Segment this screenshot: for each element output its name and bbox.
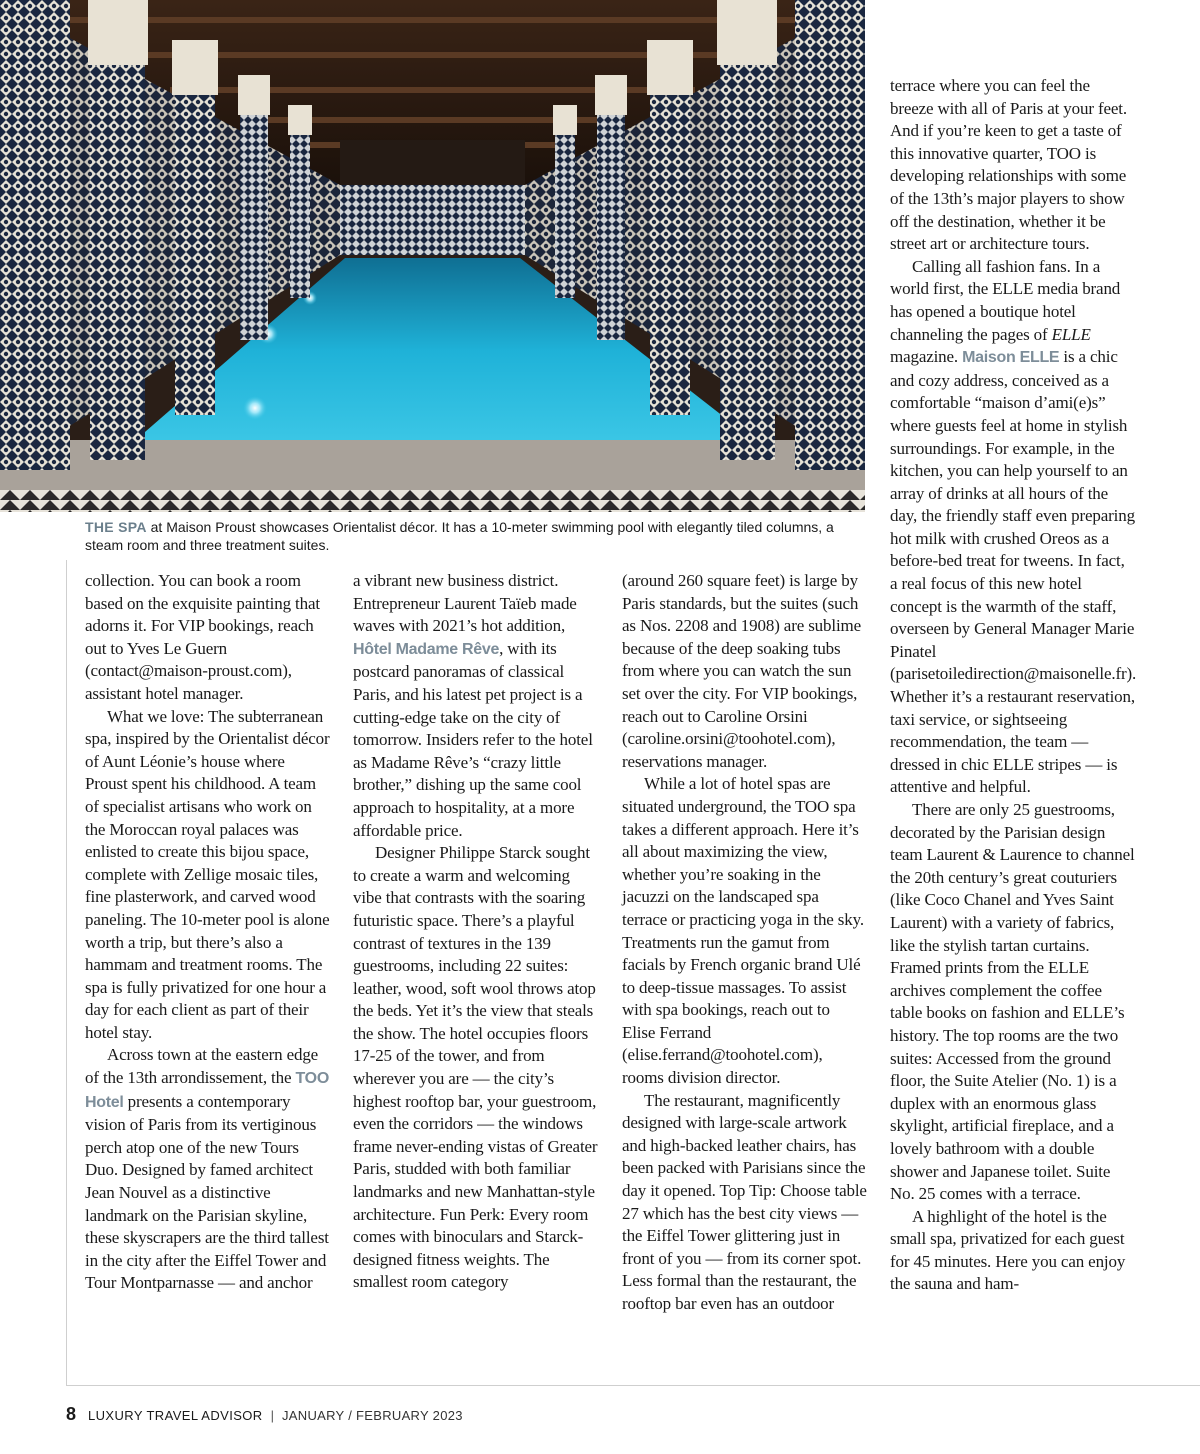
spa-pool-illustration (0, 0, 865, 512)
magazine-name: LUXURY TRAVEL ADVISOR (88, 1408, 263, 1423)
paragraph (85, 1044, 330, 1295)
paragraph: There are only 25 guestrooms, decorated by the Parisian design team Laurent & Laurence to channel the 20th century’s great couturiers (like Coco Chanel and Yves Saint Laurent) with a variety of fabrics, like the stylish tartan curtains. Framed prints from the ELLE archives complement the coffee table books on fashion and ELLE’s history. The top rooms are the two suites: Accessed from the ground floor, the Suite Atelier (No. 1) is a duplex with an enormous glass skylight, artificial fireplace, and a lovely bathroom with a double shower and Japanese toilet. Suite No. 25 comes with a terrace. (890, 800, 1135, 1204)
paragraph: collection. You can book a room based on the exquisite painting that adorns it. For VIP bookings, reach out to Yves Le Guern (contact@maison-proust.com), assistant hotel manager. (85, 571, 320, 703)
left-margin-rule (66, 560, 67, 1385)
paragraph: Designer Philippe Starck sought to create a warm and welcoming vibe that contrasts with the soaring futuristic space. There’s a playful contrast of textures in the 139 guestrooms, including 22 suites: leather, wood, soft wool throws atop the beds. Yet it’s the view that steals the show. The hotel occupies floors 17-25 of the tower, and from wherever you are — the city’s highest rooftop bar, your guestroom, even the corridors — the windows frame never-ending vistas of Greater Paris, studded with both familiar landmarks and new Manhattan-style architecture. Fun Perk: Every room comes with binoculars and Starck-designed fitness weights. The smallest room category (353, 843, 598, 1292)
footer-separator: | (270, 1408, 274, 1423)
paragraph-text: presents a contemporary vision of Paris from its vertiginous perch atop one of the new Tours Duo. Designed by famed architect Jean Nouvel as a distinctive landmark on the Parisian skyline, these skyscrapers are the third tallest in the city after the Eiffel Tower and Tour Montparnasse — and anchor (85, 1091, 329, 1293)
caption-lead: THE SPA (85, 519, 147, 535)
paragraph-text: , with its postcard panoramas of classical Paris, and his latest pet project is a cutting-edge take on the city of tomorrow. Insiders refer to the hotel as Madame Rêve’s “crazy little brother,” dishing up the same cool approach to hospitality, at a more affordable price. (353, 638, 593, 840)
paragraph-text: a vibrant new business district. Entrepreneur Laurent Taïeb made waves with 2021’s hot addition, (353, 571, 577, 636)
caption-text: at Maison Proust showcases Orientalist décor. It has a 10-meter swimming pool with elegantly tiled columns, a steam room and three treatment suites. (85, 519, 834, 553)
paragraph-text: magazine. (890, 347, 963, 367)
hotel-name-madame-reve: Hôtel Madame Rêve (353, 640, 500, 658)
issue-date: JANUARY / FEBRUARY 2023 (281, 1408, 463, 1423)
hotel-name-too-hotel: TOO Hotel (85, 1070, 329, 1111)
paragraph: The restaurant, magnificently designed with large-scale artwork and high-backed leather chairs, has been packed with Parisians since the day it opened. Top Tip: Choose table 27 which has the best city views — the Eiffel Tower glittering just in front of you — from its corner spot. Less formal than the restaurant, the rooftop bar even has an outdoor (622, 1090, 867, 1313)
page-number: 8 (66, 1404, 77, 1424)
spa-pool-photo (0, 0, 865, 512)
paragraph-text: is a chic and cozy address, conceived as a comfortable “maison d’ami(e)s” where guests feel at home in stylish surroundings. For example, in the kitchen, you can help yourself to an array of drinks at all hours of the day, the friendly staff even preparing hot milk with crushed Oreos as a before-bed treat for tweens. In fact, a real focus of this new hotel concept is the warmth of the staff, overseen by General Manager Marie Pinatel (parisetoiledirection@maisonelle.fr). Whether it’s a restaurant reservation, taxi service, or sightseeing recommendation, the team — dressed in chic ELLE stripes — is attentive and helpful. (890, 347, 1137, 797)
paragraph: While a lot of hotel spas are situated underground, the TOO spa takes a different approach. Here it’s all about maximizing the view, whether you’re soaking in the jacuzzi on the landscaped spa terrace or practicing yoga in the sky. Treatments run the gamut from facials by French organic brand Ulé to deep-tissue massages. To assist with spa bookings, reach out to Elise Ferrand (elise.ferrand@toohotel.com), rooms division director. (622, 774, 864, 1088)
paragraph: What we love: The subterranean spa, inspired by the Orientalist décor of Aunt Léonie’s house where Proust spent his childhood. A team of specialist artisans who work on the Moroccan royal palaces was enlisted to create this bijou space, complete with Zellige mosaic tiles, fine plasterwork, and carved wood paneling. The 10-meter pool is alone worth a trip, but there’s also a hammam and treatment rooms. The spa is fully privatized for one hour a day for each client as part of their hotel stay. (85, 706, 330, 1042)
article-column-2 (353, 570, 601, 1294)
paragraph-text: Calling all fashion fans. In a world first, the ELLE media brand has opened a boutique hotel channeling the pages of (890, 256, 1121, 344)
paragraph (353, 570, 601, 842)
page-footer (66, 1404, 463, 1428)
paragraph: A highlight of the hotel is the small spa, privatized for each guest for 45 minutes. Here you can enjoy the sauna and ham- (890, 1206, 1126, 1294)
photo-caption (85, 518, 860, 554)
footer-rule (66, 1385, 1200, 1386)
magazine-title-italic: ELLE (1051, 324, 1091, 344)
hotel-name-maison-elle: Maison ELLE (962, 349, 1060, 367)
paragraph-text: Across town at the eastern edge of the 13th arrondissement, the (85, 1045, 319, 1088)
paragraph: (around 260 square feet) is large by Paris standards, but the suites (such as Nos. 2208 and 1908) are sublime because of the deep soaking tubs from where you can watch the sun set over the city. For VIP bookings, reach out to Caroline Orsini (caroline.orsini@toohotel.com), reservations manager. (622, 571, 861, 771)
article-column-4 (890, 75, 1135, 1296)
paragraph: terrace where you can feel the breeze with all of Paris at your feet. And if you’re keen to get a taste of this innovative quarter, TOO is developing relationships with some of the 13th’s major players to show off the destination, whether it be street art or architecture tours. (890, 76, 1127, 254)
article-column-3 (622, 570, 867, 1316)
paragraph (890, 256, 1135, 799)
article-column-1 (85, 570, 330, 1295)
